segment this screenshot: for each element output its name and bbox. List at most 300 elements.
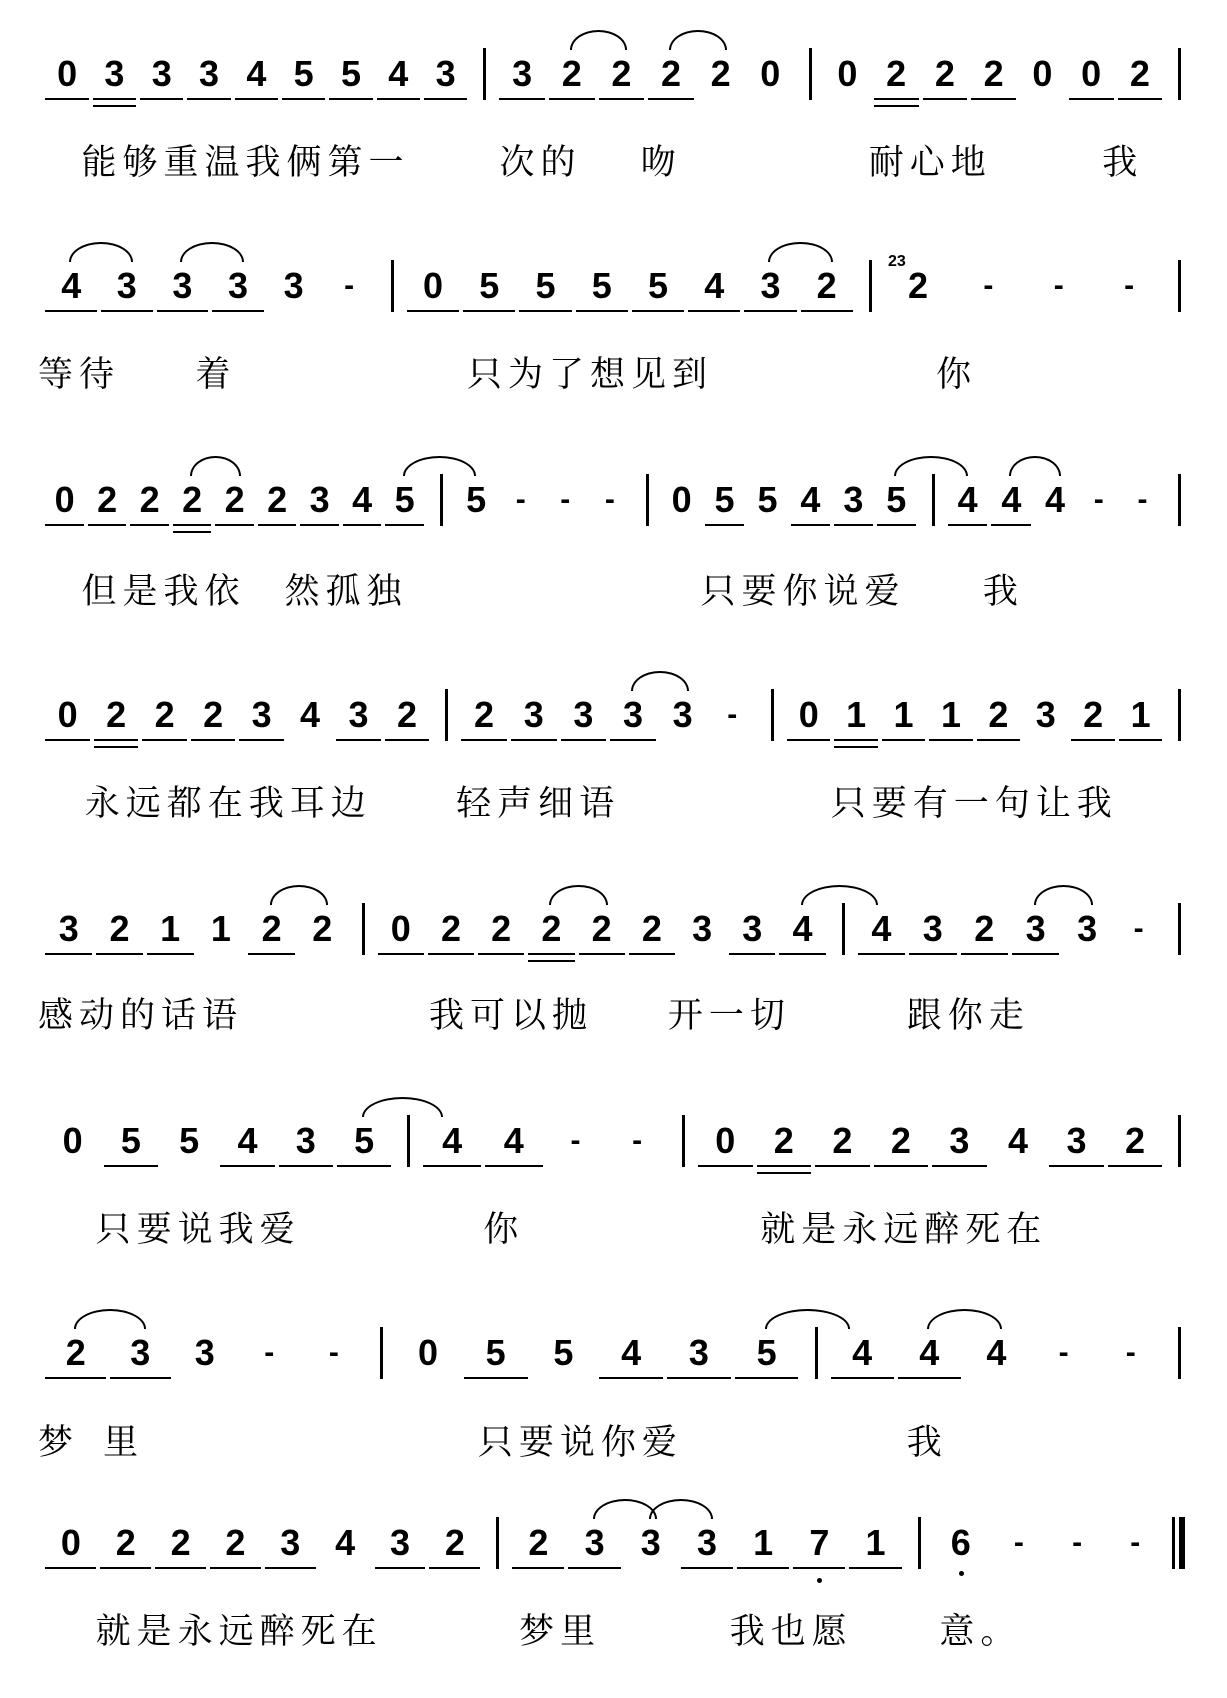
dash: - <box>1125 1336 1136 1369</box>
underline <box>882 739 925 741</box>
note: 2 <box>261 908 282 949</box>
underline <box>528 953 574 955</box>
underline <box>667 1377 731 1379</box>
score-row <box>0 478 1227 538</box>
note: 0 <box>423 265 444 306</box>
note: 2 <box>1129 53 1150 94</box>
underline <box>961 953 1008 955</box>
note: 3 <box>584 1522 605 1563</box>
underline <box>423 1165 481 1167</box>
note: 2 <box>224 479 245 520</box>
note: 2 <box>182 479 203 520</box>
underline <box>378 953 424 955</box>
underline <box>849 1567 901 1569</box>
barline <box>815 1327 818 1379</box>
underline <box>561 739 607 741</box>
barline <box>646 474 649 526</box>
note: 4 <box>300 694 321 735</box>
underline <box>248 953 295 955</box>
note: 3 <box>573 694 594 735</box>
note: 3 <box>622 694 643 735</box>
note: 4 <box>335 1522 356 1563</box>
underline <box>173 531 211 533</box>
underline <box>45 1377 106 1379</box>
barline <box>440 474 443 526</box>
lyric-segment: 意。 <box>939 1612 1022 1652</box>
note: 3 <box>199 53 220 94</box>
note: 2 <box>139 479 160 520</box>
underline <box>461 739 507 741</box>
lyric-segment: 我 <box>982 572 1024 612</box>
underline <box>329 98 372 100</box>
lyric-segment: 我 <box>1102 143 1144 183</box>
note: 5 <box>647 265 668 306</box>
note: 2 <box>974 908 995 949</box>
dash: - <box>515 483 526 516</box>
lyric-segment: 永远都在我耳边 <box>84 784 372 824</box>
underline <box>744 310 796 312</box>
dash: - <box>1013 1526 1024 1559</box>
slur <box>549 885 607 905</box>
underline <box>929 739 972 741</box>
note: 3 <box>283 265 304 306</box>
note: 3 <box>512 53 533 94</box>
note: 2 <box>225 1522 246 1563</box>
underline <box>815 1165 870 1167</box>
note: 2 <box>561 53 582 94</box>
note: 3 <box>280 1522 301 1563</box>
underline <box>235 98 278 100</box>
dash: - <box>1137 483 1148 516</box>
underline <box>215 524 253 526</box>
note: 2 <box>1083 694 1104 735</box>
slur <box>631 671 689 691</box>
lyric-segment: 但是我依 <box>81 572 246 612</box>
underline <box>737 1567 789 1569</box>
underline <box>1108 1165 1163 1167</box>
underline <box>599 98 645 100</box>
score-row <box>0 1119 1227 1179</box>
note: 4 <box>986 1332 1007 1373</box>
note: 2 <box>97 479 118 520</box>
octave-dot <box>817 1578 822 1583</box>
underline <box>336 739 380 741</box>
underline <box>757 1172 812 1174</box>
underline <box>948 524 988 526</box>
slur <box>927 1309 1002 1329</box>
dash: - <box>727 698 738 731</box>
barline <box>771 689 774 741</box>
lyric-segment: 只为了想见到 <box>466 355 713 395</box>
note: 2 <box>491 908 512 949</box>
final-barline <box>1179 1517 1185 1569</box>
note: 2 <box>907 265 928 306</box>
lyric-segment: 耐心地 <box>868 143 992 183</box>
lyric-segment: 只要你说爱 <box>700 572 906 612</box>
note: 0 <box>1081 53 1102 94</box>
note: 7 <box>809 1522 830 1563</box>
underline <box>735 1377 799 1379</box>
note: 2 <box>444 1522 465 1563</box>
note: 4 <box>246 53 267 94</box>
score-row <box>0 1331 1227 1391</box>
note: 0 <box>1032 53 1053 94</box>
underline <box>212 310 264 312</box>
underline <box>110 1377 171 1379</box>
underline <box>874 1165 929 1167</box>
lyric-segment: 感动的话语 <box>38 996 244 1036</box>
note: 2 <box>267 479 288 520</box>
note: 2 <box>934 53 955 94</box>
underline <box>157 310 209 312</box>
lyric-segment: 吻 <box>640 143 682 183</box>
lyric-segment: 只要有一句让我 <box>830 784 1118 824</box>
note: 6 <box>950 1522 971 1563</box>
underline <box>385 524 423 526</box>
note: 3 <box>672 694 693 735</box>
underline <box>45 310 97 312</box>
note: 0 <box>62 1120 83 1161</box>
underline <box>101 310 153 312</box>
slur <box>403 456 476 476</box>
note: 3 <box>1025 908 1046 949</box>
note: 0 <box>760 53 781 94</box>
note: 2 <box>988 694 1009 735</box>
barline <box>1178 1327 1181 1379</box>
note: 0 <box>417 1332 438 1373</box>
note: 2 <box>397 694 418 735</box>
note: 0 <box>837 53 858 94</box>
note: 5 <box>756 1332 777 1373</box>
underline <box>801 310 853 312</box>
underline <box>93 98 136 100</box>
note: 2 <box>115 1522 136 1563</box>
note: 1 <box>753 1522 774 1563</box>
underline <box>45 524 83 526</box>
underline <box>793 1567 845 1569</box>
underline <box>187 98 230 100</box>
note: 4 <box>1001 479 1022 520</box>
slur <box>649 1499 713 1519</box>
underline <box>45 98 88 100</box>
underline <box>142 739 186 741</box>
slur <box>669 30 727 50</box>
note: 5 <box>394 479 415 520</box>
underline <box>909 953 956 955</box>
slur <box>180 242 244 262</box>
underline <box>991 524 1031 526</box>
barline <box>1178 48 1181 100</box>
dash: - <box>1133 912 1144 945</box>
underline <box>874 105 919 107</box>
underline <box>528 960 574 962</box>
note: 4 <box>871 908 892 949</box>
note: 2 <box>170 1522 191 1563</box>
underline <box>45 1567 96 1569</box>
slur <box>765 1309 851 1329</box>
note: 5 <box>591 265 612 306</box>
note: 1 <box>940 694 961 735</box>
note: 0 <box>57 694 78 735</box>
note: 2 <box>660 53 681 94</box>
dash: - <box>983 269 994 302</box>
note: 0 <box>671 479 692 520</box>
underline <box>688 310 740 312</box>
underline <box>147 953 194 955</box>
note: 3 <box>348 694 369 735</box>
note: 4 <box>957 479 978 520</box>
barline <box>869 260 872 312</box>
note: 3 <box>688 1332 709 1373</box>
note: 3 <box>58 908 79 949</box>
note: 3 <box>116 265 137 306</box>
underline <box>1071 739 1114 741</box>
underline <box>757 1165 812 1167</box>
note: 4 <box>704 265 725 306</box>
underline <box>337 1165 391 1167</box>
underline <box>104 1165 158 1167</box>
note: 3 <box>523 694 544 735</box>
barline <box>1178 903 1181 955</box>
note: 0 <box>57 53 78 94</box>
octave-dot <box>959 1571 964 1576</box>
score-row <box>0 253 1227 324</box>
slur <box>74 1309 147 1329</box>
note: 4 <box>388 53 409 94</box>
note: 3 <box>227 265 248 306</box>
underline <box>787 739 830 741</box>
note: 5 <box>757 479 778 520</box>
note: 3 <box>172 265 193 306</box>
note: 4 <box>919 1332 940 1373</box>
slur <box>570 30 628 50</box>
note: 2 <box>528 1522 549 1563</box>
note: 2 <box>203 694 224 735</box>
note: 2 <box>106 694 127 735</box>
underline <box>173 524 211 526</box>
dash: - <box>1130 1526 1141 1559</box>
note: 5 <box>479 265 500 306</box>
barline <box>391 260 394 312</box>
note: 5 <box>120 1120 141 1161</box>
note: 1 <box>210 908 231 949</box>
underline <box>93 105 136 107</box>
underline <box>45 739 89 741</box>
barline <box>842 903 845 955</box>
note: 0 <box>715 1120 736 1161</box>
underline <box>220 1165 274 1167</box>
note: 4 <box>1007 1120 1028 1161</box>
note: 4 <box>1045 479 1066 520</box>
barline <box>380 1327 383 1379</box>
score-row <box>0 907 1227 967</box>
note: 2 <box>109 908 130 949</box>
note: 2 <box>312 908 333 949</box>
note: 3 <box>295 1120 316 1161</box>
note: 4 <box>442 1120 463 1161</box>
underline <box>877 524 916 526</box>
underline <box>282 98 325 100</box>
dash: - <box>1072 1526 1083 1559</box>
note: 3 <box>742 908 763 949</box>
underline <box>705 524 744 526</box>
underline <box>549 98 595 100</box>
underline <box>834 524 873 526</box>
note: 1 <box>865 1522 886 1563</box>
underline <box>511 739 557 741</box>
note: 3 <box>389 1522 411 1563</box>
lyric-segment: 你 <box>936 355 978 395</box>
underline <box>407 310 459 312</box>
dash: - <box>604 483 615 516</box>
note: 5 <box>714 479 735 520</box>
note: 5 <box>466 479 487 520</box>
note: 3 <box>843 479 864 520</box>
note: 3 <box>1077 908 1098 949</box>
note: 4 <box>621 1332 642 1373</box>
note: 2 <box>440 908 461 949</box>
lyric-segment: 我也愿 <box>729 1612 853 1652</box>
underline <box>681 1567 733 1569</box>
lyric-segment: 只要说你爱 <box>477 1423 683 1463</box>
underline <box>343 524 381 526</box>
note: 5 <box>354 1120 375 1161</box>
slur <box>270 885 329 905</box>
note: 0 <box>798 694 819 735</box>
note: 3 <box>194 1332 215 1373</box>
underline <box>932 1165 987 1167</box>
note: 2 <box>983 53 1004 94</box>
underline <box>632 310 684 312</box>
lyric-segment: 就是永远醉死在 <box>95 1612 383 1652</box>
underline <box>265 1567 316 1569</box>
barline <box>1178 474 1181 526</box>
dash: - <box>1093 483 1104 516</box>
score-row <box>0 693 1227 753</box>
underline <box>568 1567 620 1569</box>
note: 2 <box>773 1120 794 1161</box>
dash: - <box>1124 269 1135 302</box>
underline <box>130 524 168 526</box>
underline <box>463 310 515 312</box>
barline <box>932 474 935 526</box>
note: 4 <box>503 1120 524 1161</box>
slur <box>768 242 832 262</box>
note: 2 <box>611 53 632 94</box>
note: 3 <box>640 1522 661 1563</box>
underline <box>1012 953 1059 955</box>
lyric-segment: 次的 <box>499 143 582 183</box>
underline <box>375 1567 426 1569</box>
lyric-segment: 就是永远醉死在 <box>760 1210 1048 1250</box>
note: 2 <box>710 53 731 94</box>
underline <box>96 953 143 955</box>
score-row <box>0 1521 1227 1581</box>
note: 3 <box>760 265 781 306</box>
slur <box>1009 456 1061 476</box>
underline <box>576 310 628 312</box>
barline <box>1172 1517 1175 1569</box>
underline <box>300 524 338 526</box>
dash: - <box>632 1124 643 1157</box>
note: 3 <box>309 479 330 520</box>
lyric-segment: 你 <box>483 1210 525 1250</box>
underline <box>88 524 126 526</box>
dash: - <box>1058 1336 1069 1369</box>
note: 3 <box>130 1332 151 1373</box>
note: 5 <box>535 265 556 306</box>
underline <box>610 739 656 741</box>
note: 3 <box>151 53 172 94</box>
note: 2 <box>154 694 175 735</box>
underline <box>1118 98 1163 100</box>
lyric-segment: 轻声细语 <box>456 784 621 824</box>
dash: - <box>328 1336 339 1369</box>
dash: - <box>570 1124 581 1157</box>
note: 3 <box>949 1120 970 1161</box>
barline <box>445 689 448 741</box>
note: 3 <box>692 908 713 949</box>
underline <box>629 953 675 955</box>
barline <box>483 48 486 100</box>
lyric-segment: 跟你走 <box>906 996 1030 1036</box>
barline <box>362 903 365 955</box>
underline <box>499 98 545 100</box>
underline <box>834 739 877 741</box>
underline <box>424 98 467 100</box>
note: 4 <box>61 265 82 306</box>
lyric-segment: 只要说我爱 <box>95 1210 301 1250</box>
barline <box>1178 1115 1181 1167</box>
underline <box>385 739 429 741</box>
underline <box>791 524 830 526</box>
note: 0 <box>60 1522 81 1563</box>
note: 4 <box>792 908 813 949</box>
underline <box>429 1567 480 1569</box>
note: 2 <box>890 1120 911 1161</box>
underline <box>100 1567 151 1569</box>
underline <box>874 98 919 100</box>
note: 3 <box>1066 1120 1087 1161</box>
lyric-segment: 我可以抛 <box>428 996 593 1036</box>
note: 4 <box>800 479 821 520</box>
lyric-segment: 然孤独 <box>284 572 408 612</box>
underline <box>1119 739 1162 741</box>
underline <box>239 739 283 741</box>
note: 2 <box>816 265 837 306</box>
note: 2 <box>832 1120 853 1161</box>
lyric-segment: 梦里 <box>519 1612 602 1652</box>
slur <box>190 456 240 476</box>
underline <box>1049 1165 1104 1167</box>
slur <box>69 242 133 262</box>
note: 3 <box>922 908 943 949</box>
underline <box>648 98 694 100</box>
note: 1 <box>160 908 181 949</box>
note: 2 <box>541 908 562 949</box>
dash: - <box>1053 269 1064 302</box>
barline <box>1178 260 1181 312</box>
note: 2 <box>641 908 662 949</box>
underline <box>428 953 474 955</box>
underline <box>258 524 296 526</box>
dash: - <box>560 483 571 516</box>
underline <box>155 1567 206 1569</box>
note: 2 <box>591 908 612 949</box>
note: 2 <box>886 53 907 94</box>
note: 5 <box>485 1332 506 1373</box>
dash: - <box>264 1336 275 1369</box>
